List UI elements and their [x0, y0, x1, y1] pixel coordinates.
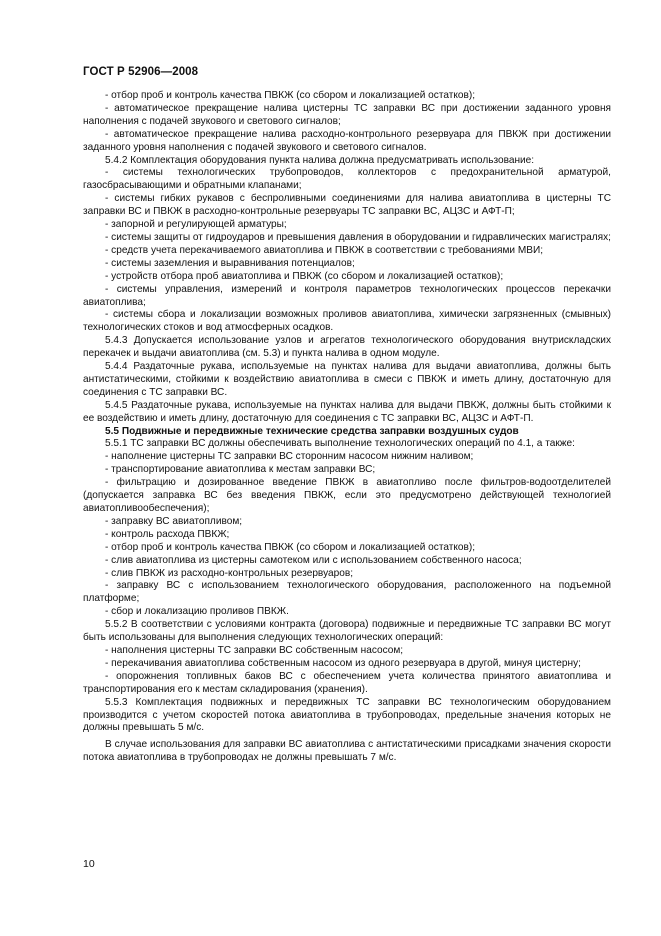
section-heading: 5.5 Подвижные и передвижные технические средства заправки воздушных судов: [105, 425, 519, 437]
paragraph: - системы заземления и выравнивания потенциалов;: [105, 257, 355, 269]
paragraph: В случае использования для заправки ВС авиатоплива с антистатическими присадками значения скорости потока авиатоплива в трубопроводах не должны превышать 7 м/с.: [83, 739, 611, 764]
paragraph: 5.4.4 Раздаточные рукава, используемые на пунктах налива для выдачи авиатоплива, должны быть антистатическими, стойкими к воздействию авиатоплива в смеси с ПВКЖ и иметь длину, достаточную для соединения с ТС заправки ВС.: [83, 361, 611, 398]
paragraph: - сбор и локализацию проливов ПВКЖ.: [105, 606, 289, 618]
paragraph: - наполнение цистерны ТС заправки ВС сторонним насосом нижним наливом;: [105, 451, 474, 463]
paragraph: - системы управления, измерений и контроля параметров технологических процессов перекачки авиатоплива;: [83, 283, 611, 308]
page-number: 10: [83, 858, 95, 870]
paragraph: - системы гибких рукавов с беспроливными соединениями для налива авиатоплива в цистерны ТС заправки ВС и ПВКЖ в расходно-контрольные резервуары ТС заправки ВС, АЦЗС и АФТ-П;: [83, 193, 611, 218]
paragraph: - транспортирование авиатоплива к местам заправки ВС;: [105, 464, 376, 476]
paragraph: 5.5.3 Комплектация подвижных и передвижных ТС заправки ВС технологическим оборудованием производится с учетом скоростей потока авиатоплива в трубопроводах, предельные значения которых не должны превышать 5 м/с.: [83, 696, 611, 734]
paragraph: - наполнения цистерны ТС заправки ВС собственным насосом;: [105, 644, 404, 656]
paragraph: - автоматическое прекращение налива цистерны ТС заправки ВС при достижении заданного уровня наполнения с подачей звукового и светового сигналов;: [83, 102, 611, 127]
paragraph: 5.4.5 Раздаточные рукава, используемые на пунктах налива для выдачи ПВКЖ, должны быть стойкими к ее воздействию и иметь длину, достаточную для соединения с ТС заправки ВС, АЦЗС и АФТ-П.: [83, 399, 611, 424]
paragraph: 5.4.2 Комплектация оборудования пункта налива должна предусматривать использование:: [105, 154, 535, 166]
paragraph: - перекачивания авиатоплива собственным насосом из одного резервуара в другой, минуя цистерну;: [105, 657, 581, 669]
paragraph: 5.5.1 ТС заправки ВС должны обеспечивать выполнение технологических операций по 4.1, а также:: [105, 438, 575, 450]
paragraph: - заправку ВС авиатопливом;: [105, 515, 243, 527]
paragraph: 5.4.3 Допускается использование узлов и агрегатов технологического оборудования внутрискладских перекачек и выдачи авиатоплива (см. 5.3) и пункта налива в одном модуле.: [83, 335, 611, 360]
paragraph: - отбор проб и контроль качества ПВКЖ (со сбором и локализацией остатков);: [105, 541, 476, 553]
paragraph: - заправку ВС с использованием технологического оборудования, расположенного на подъемной платформе;: [83, 580, 611, 605]
paragraph: - слив авиатоплива из цистерны самотеком или с использованием собственного насоса;: [105, 554, 522, 566]
paragraph: - отбор проб и контроль качества ПВКЖ (со сбором и локализацией остатков);: [105, 90, 476, 101]
paragraph: - фильтрацию и дозированное введение ПВКЖ в авиатопливо после фильтров-водоотделителей (допускается заправка ВС без введения ПВКЖ, если это предусмотрено действующей технологией авиатопливообеспечения);: [83, 477, 611, 514]
paragraph: - системы защиты от гидроударов и превышения давления в оборудовании и гидравлических магистралях;: [105, 231, 611, 243]
paragraph: - автоматическое прекращение налива расходно-контрольного резервуара для ПВКЖ при достижении заданного уровня наполнения с подачей звукового и светового сигналов.: [83, 128, 611, 153]
paragraph: - системы сбора и локализации возможных проливов авиатоплива, химически загрязненных (смывных) технологических стоков и вод атмосферных осадков.: [83, 309, 611, 334]
paragraph: 5.5.2 В соответствии с условиями контракта (договора) подвижные и передвижные ТС заправки ВС могут быть использованы для выполнения следующих технологических операций:: [83, 619, 611, 644]
paragraph: - запорной и регулирующей арматуры;: [105, 219, 287, 231]
paragraph: - устройств отбора проб авиатоплива и ПВКЖ (со сбором и локализацией остатков);: [105, 270, 504, 282]
document-header: ГОСТ Р 52906—2008: [83, 66, 199, 78]
paragraph: - средств учета перекачиваемого авиатоплива и ПВКЖ в соответствии с требованиями МВИ;: [105, 244, 544, 256]
paragraph: - опорожнения топливных баков ВС с обеспечением учета количества принятого авиатоплива и транспортирования его к местам складирования (хранения).: [83, 670, 611, 695]
paragraph: - контроль расхода ПВКЖ;: [105, 528, 230, 540]
paragraph: - слив ПВКЖ из расходно-контрольных резервуаров;: [105, 567, 354, 579]
paragraph: - системы технологических трубопроводов, коллекторов с предохранительной арматурой, газосбрасывающими и обратными клапанами;: [83, 167, 611, 192]
document-body: [83, 90, 611, 765]
